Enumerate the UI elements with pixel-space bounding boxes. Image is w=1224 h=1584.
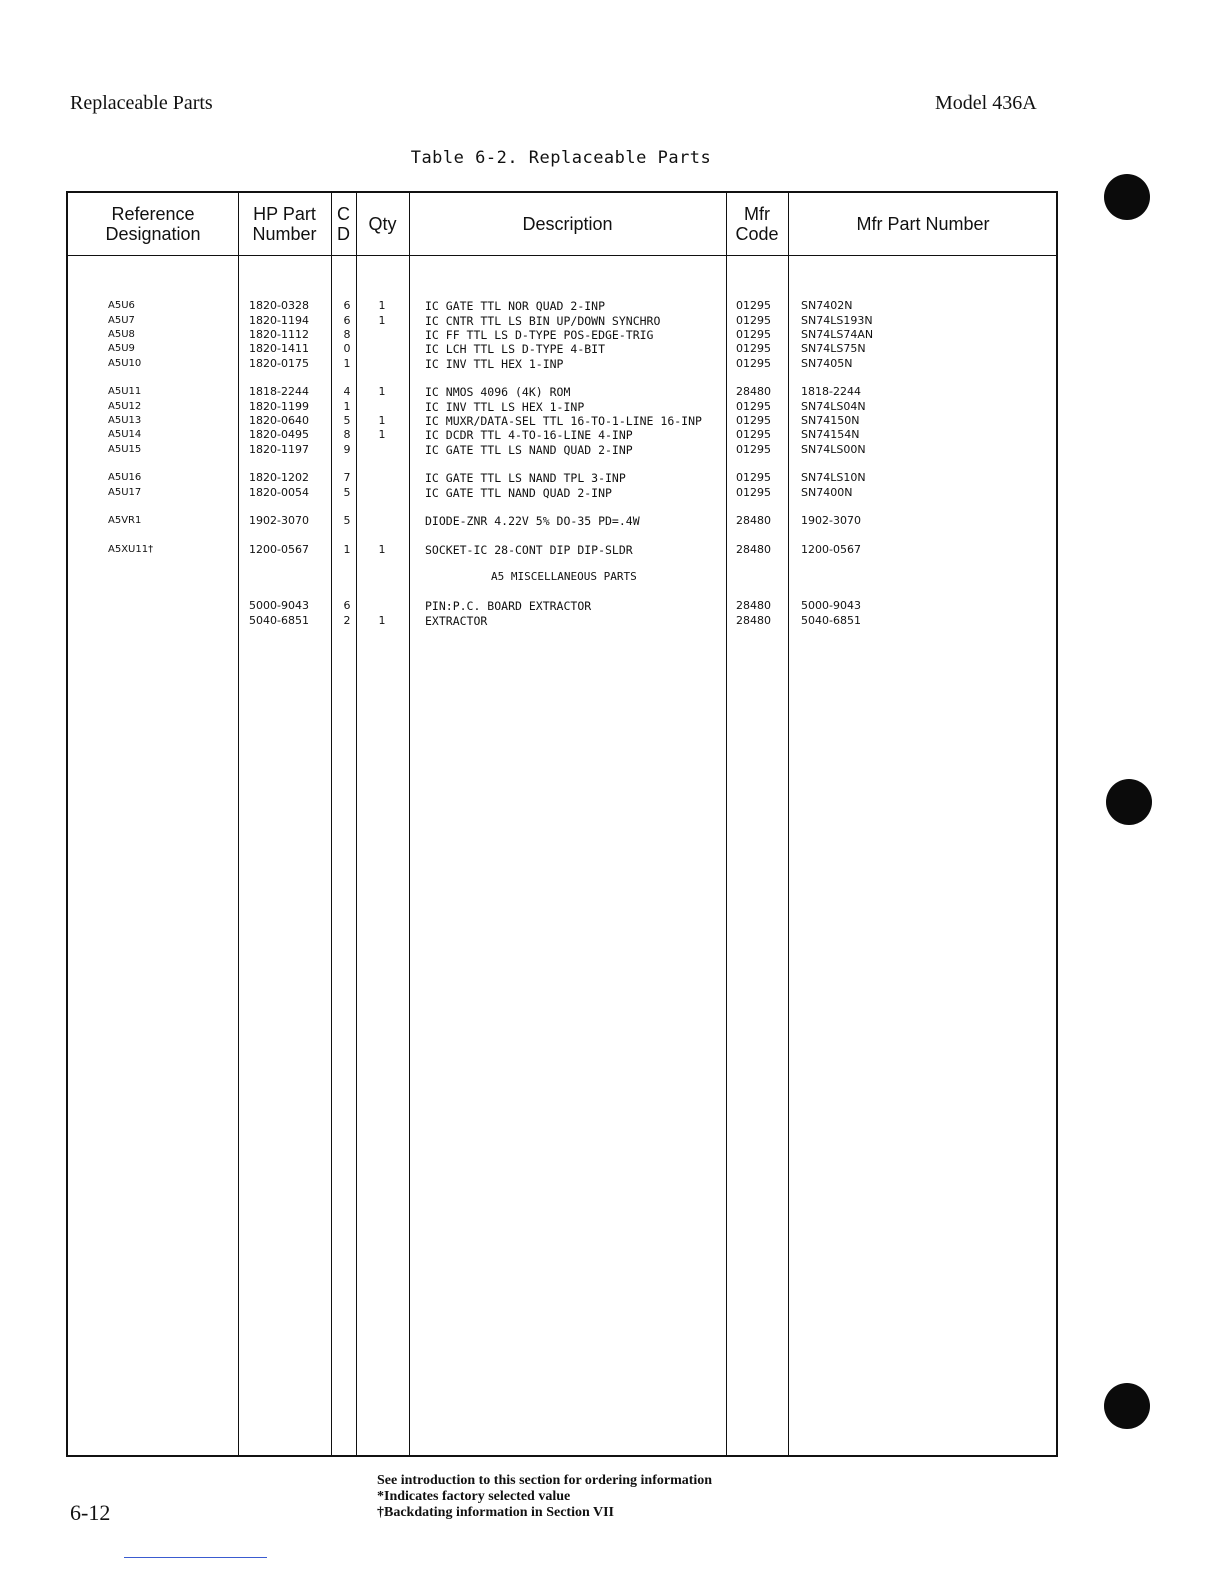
cell-ref: A5U11 [108, 386, 142, 397]
cell-mfr: 01295 [736, 328, 771, 341]
cell-cd: 1 [343, 399, 351, 413]
column-header-reference: Reference Designation [105, 204, 201, 244]
cell-ref: A5U9 [108, 343, 135, 354]
cell-mpn: SN74150N [801, 414, 860, 427]
table-row [68, 514, 1056, 528]
cell-qty: 1 [378, 613, 386, 627]
cell-cd: 8 [343, 428, 351, 441]
cell-hp: 1820-0328 [249, 299, 309, 312]
table-row [68, 328, 1056, 342]
cell-hp: 1820-1194 [249, 313, 309, 327]
cell-mfr: 01295 [736, 356, 771, 370]
cell-ref: A5U10 [108, 357, 142, 369]
table-row [68, 428, 1056, 442]
footer-note: *Indicates factory selected value [377, 1489, 571, 1504]
parts-table [66, 191, 1058, 1457]
cell-ref: A5U14 [108, 429, 142, 440]
cell-desc: IC LCH TTL LS D-TYPE 4-BIT [425, 342, 606, 356]
cell-mpn: SN7400N [801, 485, 853, 499]
cell-desc: DIODE-ZNR 4.22V 5% DO-35 PD=.4W [425, 514, 640, 528]
cell-desc: SOCKET-IC 28-CONT DIP DIP-SLDR [425, 542, 633, 557]
cell-desc: IC GATE TTL LS NAND TPL 3-INP [425, 471, 626, 485]
binder-hole-icon [1106, 779, 1152, 825]
cell-cd: 5 [343, 414, 351, 427]
cell-qty: 1 [378, 385, 386, 398]
cell-mfr: 01295 [736, 342, 771, 355]
table-row [68, 342, 1056, 356]
cell-ref: A5U15 [108, 443, 142, 455]
cell-hp: 1820-0640 [249, 414, 309, 427]
cell-hp: 5000-9043 [249, 599, 309, 612]
column-divider [409, 193, 410, 1455]
binder-hole-icon [1104, 1383, 1150, 1429]
cell-mpn: 1902-3070 [801, 514, 861, 527]
column-divider [726, 193, 727, 1455]
cell-mfr: 01295 [736, 414, 771, 427]
cell-cd: 1 [343, 356, 351, 370]
column-header-cd: C D [337, 204, 350, 244]
table-row [68, 543, 1056, 557]
cell-cd: 6 [343, 599, 351, 612]
cell-hp: 1200-0567 [249, 542, 309, 556]
cell-mpn: SN74LS04N [801, 399, 866, 413]
table-row [68, 299, 1056, 313]
cell-ref: A5VR1 [108, 515, 142, 526]
cell-desc: IC CNTR TTL LS BIN UP/DOWN SYNCHRO [425, 313, 661, 328]
cell-desc: IC GATE TTL NOR QUAD 2-INP [425, 299, 606, 313]
table-row [68, 443, 1056, 457]
table-row [68, 486, 1056, 500]
cell-mpn: SN74LS00N [801, 442, 866, 456]
cell-mpn: SN74LS193N [801, 313, 873, 327]
column-header-mfr-code: Mfr Code [735, 204, 779, 244]
scan-edge-line [124, 1557, 267, 1558]
table-row [68, 314, 1056, 328]
footer-note: †Backdating information in Section VII [377, 1505, 614, 1520]
page-header-left: Replaceable Parts [70, 92, 213, 114]
cell-hp: 1820-1112 [249, 328, 309, 341]
cell-mpn: 1818-2244 [801, 385, 861, 398]
cell-desc: IC INV TTL HEX 1-INP [425, 356, 564, 371]
cell-cd: 8 [343, 328, 351, 341]
cell-cd: 6 [343, 299, 351, 312]
column-divider [356, 193, 357, 1455]
cell-cd: 0 [343, 342, 351, 355]
cell-cd: 5 [343, 514, 351, 527]
cell-ref: A5U6 [108, 300, 135, 311]
cell-qty: 1 [378, 299, 386, 312]
cell-ref: A5U7 [108, 314, 135, 326]
cell-mfr: 01295 [736, 399, 771, 413]
footer-note: See introduction to this section for ordering information [377, 1473, 713, 1488]
table-row [68, 400, 1056, 414]
table-title: Table 6-2. Replaceable Parts [410, 148, 712, 168]
cell-mpn: SN7405N [801, 356, 853, 370]
cell-mpn: SN74LS10N [801, 471, 866, 484]
cell-cd: 2 [343, 613, 351, 627]
cell-hp: 1818-2244 [249, 385, 309, 398]
cell-hp: 1820-0175 [249, 356, 309, 370]
cell-ref: A5U16 [108, 472, 142, 483]
cell-hp: 1820-1202 [249, 471, 309, 484]
cell-hp: 1820-1197 [249, 442, 309, 456]
cell-mfr: 28480 [736, 599, 771, 612]
column-header-mfr-part-number: Mfr Part Number [856, 214, 990, 234]
cell-qty: 1 [378, 428, 386, 441]
cell-mpn: SN74LS75N [801, 342, 866, 355]
cell-mfr: 01295 [736, 299, 771, 312]
column-header-description: Description [522, 214, 613, 234]
header-divider [68, 255, 1056, 256]
cell-ref: A5XU11† [108, 543, 154, 555]
cell-mfr: 28480 [736, 514, 771, 527]
cell-mfr: 01295 [736, 428, 771, 441]
cell-desc: IC MUXR/DATA-SEL TTL 16-TO-1-LINE 16-INP [425, 414, 702, 428]
column-header-qty: Qty [368, 214, 397, 234]
cell-qty: 1 [378, 542, 386, 556]
cell-mfr: 01295 [736, 442, 771, 456]
cell-ref: A5U17 [108, 486, 142, 498]
cell-desc: PIN:P.C. BOARD EXTRACTOR [425, 599, 592, 613]
page-number: 6-12 [70, 1500, 111, 1525]
cell-ref: A5U13 [108, 415, 142, 426]
cell-mfr: 28480 [736, 613, 771, 627]
cell-mpn: 1200-0567 [801, 542, 861, 556]
cell-desc: IC INV TTL LS HEX 1-INP [425, 399, 585, 414]
table-row [68, 614, 1056, 628]
cell-mfr: 01295 [736, 485, 771, 499]
cell-mfr: 28480 [736, 385, 771, 398]
cell-qty: 1 [378, 313, 386, 327]
table-row [68, 599, 1056, 613]
cell-hp: 1820-0495 [249, 428, 309, 441]
cell-ref: A5U8 [108, 329, 135, 340]
table-row [68, 414, 1056, 428]
column-header-hp-part: HP Part Number [252, 204, 317, 244]
cell-mfr: 28480 [736, 542, 771, 556]
table-row [68, 357, 1056, 371]
cell-mfr: 01295 [736, 471, 771, 484]
cell-hp: 1902-3070 [249, 514, 309, 527]
cell-mpn: 5040-6851 [801, 613, 861, 627]
cell-cd: 1 [343, 542, 351, 556]
cell-mfr: 01295 [736, 313, 771, 327]
cell-cd: 9 [343, 442, 351, 456]
cell-mpn: SN7402N [801, 299, 853, 312]
cell-qty: 1 [378, 414, 386, 427]
cell-desc: IC GATE TTL LS NAND QUAD 2-INP [425, 442, 633, 457]
cell-mpn: 5000-9043 [801, 599, 861, 612]
cell-desc: EXTRACTOR [425, 613, 488, 628]
cell-cd: 7 [343, 471, 351, 484]
cell-mpn: SN74154N [801, 428, 860, 441]
footer-notes [377, 1473, 712, 1521]
cell-desc: IC NMOS 4096 (4K) ROM [425, 385, 571, 399]
cell-cd: 6 [343, 313, 351, 327]
cell-mpn: SN74LS74AN [801, 328, 874, 341]
page-header-right: Model 436A [935, 92, 1037, 114]
table-row [68, 471, 1056, 485]
cell-desc: IC DCDR TTL 4-TO-16-LINE 4-INP [425, 428, 633, 442]
section-title: A5 MISCELLANEOUS PARTS [491, 570, 637, 583]
cell-hp: 1820-1411 [249, 342, 309, 355]
cell-ref: A5U12 [108, 400, 142, 412]
cell-hp: 1820-1199 [249, 399, 309, 413]
table-row [68, 385, 1056, 399]
cell-desc: IC GATE TTL NAND QUAD 2-INP [425, 485, 612, 500]
column-divider [331, 193, 332, 1455]
cell-desc: IC FF TTL LS D-TYPE POS-EDGE-TRIG [425, 328, 654, 342]
binder-hole-icon [1104, 174, 1150, 220]
cell-hp: 1820-0054 [249, 485, 309, 499]
cell-cd: 5 [343, 485, 351, 499]
cell-cd: 4 [343, 385, 351, 398]
column-divider [238, 193, 239, 1455]
column-divider [788, 193, 789, 1455]
cell-hp: 5040-6851 [249, 613, 309, 627]
